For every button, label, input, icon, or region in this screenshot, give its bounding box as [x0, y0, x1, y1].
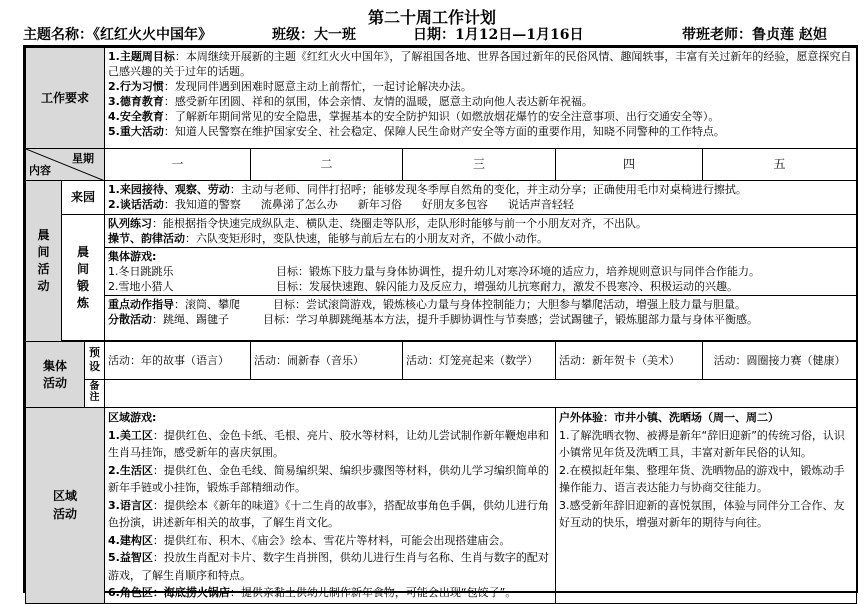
work-item: 4.安全教育：了解新年期间常见的安全隐患，掌握基本的安全防护知识（如燃放烟花爆竹的安全注意事项、出行交通安全等）。: [108, 110, 720, 123]
outdoor-item: 2.在模拟赶年集、整理年货、洗晒物品的游戏中，锻炼动手操作能力、语言表达能力与协商交往能力。: [559, 463, 845, 494]
note-label: 备注: [85, 380, 105, 408]
work-item: 1.主题周目标：本周继续开展新的主题《红红火火中国年》，了解祖国各地、世界各国过新年的民俗风情、趣闻轶事，丰富有关过新年的经验，愿意探究自己感兴趣的关于过年的话题。: [108, 50, 852, 78]
group-games-head: 集体游戏:: [108, 250, 157, 263]
work-item: 2.行为习惯：发现同伴遇到困难时愿意主动上前帮忙，一起讨论解决办法。: [108, 80, 472, 93]
day-header: 五: [703, 149, 857, 181]
group-games-section: [105, 248, 856, 296]
work-requirements-label: 工作要求: [26, 48, 105, 149]
group-game-line: 1.冬日跳跳乐 目标：锻炼下肢力量与身体协调性，提升幼儿对寒冷环境的适应力，培养规则意识与同伴合作能力。: [108, 265, 761, 278]
outdoor-head: 户外体验：市井小镇、洗晒场（周一、周二）: [559, 411, 780, 424]
focus-line: 重点动作指导：滚筒、攀爬 目标：尝试滚筒游戏，锻炼核心力量与身体控制能力；大胆参与攀爬活动，增强上肢力量与胆量。: [108, 298, 747, 311]
morning-exercise-label: 晨间锻炼: [62, 215, 105, 341]
arrival-line: 1.来园接待、观察、劳动：主动与老师、同伴打招呼；能够发现冬季厚自然角的变化，并主动分享；正确使用毛巾对桌椅进行擦拭。: [108, 183, 747, 196]
area-games: [105, 408, 556, 604]
zones-line: 分散活动：跳绳、踢毽子 目标：学习单脚跳绳基本方法，提升手脚协调性与节奏感；尝试踢毽子，锻炼腿部力量与身体平衡感。: [108, 313, 759, 326]
outdoor-experience: [556, 408, 857, 604]
group-activity-label: 集体活动: [26, 342, 85, 408]
note-content: [105, 380, 857, 408]
teacher-label: 带班老师：鲁贞莲 赵妲: [682, 27, 827, 43]
corner-content-label: 内容: [29, 164, 51, 177]
date-label: 日期：1月12日—1月16日: [413, 27, 584, 43]
arrival-label: 来园: [62, 181, 105, 215]
drill-line: 队列练习：能根据指令快速完成纵队走、横队走、绕圈走等队形，走队形时能够与前一个小朋友对齐，不出队。: [108, 217, 648, 230]
work-item: 3.德育教育：感受新年团圆、祥和的氛围，体会亲情、友情的温暖，愿意主动向他人表达新年祝福。: [108, 95, 593, 108]
class-label: 班级：大一班: [272, 27, 356, 43]
work-requirements: [105, 48, 857, 149]
area-item: 4.建构区：提供红布、积木、《庙会》绘本、雪花片等材料，可能会出现搭建庙会。: [108, 533, 511, 547]
arrival-content: [105, 181, 857, 215]
area-item: 3.语言区：提供绘本《新年的味道》《十二生肖的故事》，搭配故事角色手偶，供幼儿进行角色扮演，讲述新年相关的故事，了解生肖文化。: [108, 498, 549, 529]
focus-section: [105, 296, 856, 328]
preset-label: 预设: [85, 342, 105, 380]
area-item: 6.角色区：海底捞火锅店：提供亲黏土供幼儿制作新年食物，可能会出现“包饺子”。: [108, 586, 517, 599]
area-item: 1.美工区：提供红色、金色卡纸、毛根、亮片、胶水等材料，让幼儿尝试制作新年鞭炮串和生肖马挂饰，感受新年的喜庆氛围。: [108, 428, 549, 459]
morning-exercise-content: [105, 215, 857, 341]
day-header: 三: [403, 149, 556, 181]
drill-section: [105, 215, 856, 248]
week-corner-cell: [26, 149, 105, 181]
page-title: 第二十周工作计划: [367, 8, 496, 27]
group-activity-item: 活动：圆圈接力赛（健康）: [703, 342, 857, 380]
outdoor-item: 3.感受新年辞旧迎新的喜悦氛围，体验与同伴分工合作、友好互动的快乐，增强对新年的期待与向往。: [559, 498, 845, 529]
corner-week-label: 星期: [72, 152, 95, 165]
area-item: 2.生活区：提供红色、金色毛线、简易编织架、编织步骤图等材料，供幼儿学习编织简单的新年手链或小挂饰，锻炼手部精细动作。: [108, 463, 549, 494]
work-item: 5.重大活动：知道人民警察在维护国家安全、社会稳定、保障人民生命财产安全等方面的重要作用，知晓不同警种的工作特点。: [108, 125, 725, 138]
theme-label: 主题名称：《红红火火中国年》: [23, 27, 212, 43]
drill-line: 操节、韵律活动：六队变矩形时，变队快速，能够与前后左右的小朋友对齐，不做小动作。: [108, 232, 549, 245]
group-activity-item: 活动：闹新春（音乐）: [251, 342, 403, 380]
area-item: 5.益智区：投放生肖配对卡片、数字生肖拼图，供幼儿进行生肖与名称、生肖与数字的配对游戏，了解生肖顺序和特点。: [108, 551, 549, 582]
morning-activity-label: 晨间活动: [26, 181, 62, 342]
day-header: 一: [105, 149, 251, 181]
group-game-line: 2.雪地小猎人 目标：发展快速跑、躲闪能力及反应力，增强幼儿抗寒耐力，激发不畏寒冷、积极运动的兴趣。: [108, 280, 739, 293]
area-games-head: 区域游戏:: [108, 411, 157, 424]
day-header: 二: [251, 149, 403, 181]
group-activity-item: 活动：年的故事（语言）: [105, 342, 251, 380]
outdoor-item: 1.了解洗晒衣物、被褥是新年“辞旧迎新”的传统习俗，认识小镇常见年货及洗晒工具，丰富对新年民俗的认知。: [559, 428, 845, 459]
plan-table: [25, 47, 857, 604]
day-header: 四: [556, 149, 703, 181]
area-activity-label: 区域活动: [26, 408, 105, 604]
group-activity-item: 活动：新年贺卡（美术）: [556, 342, 703, 380]
arrival-line: 2.谈话活动：我知道的警察 流鼻涕了怎么办 新年习俗 好朋友多包容 说话声音轻轻: [108, 198, 574, 211]
group-activity-item: 活动：灯笼亮起来（数学）: [403, 342, 556, 380]
